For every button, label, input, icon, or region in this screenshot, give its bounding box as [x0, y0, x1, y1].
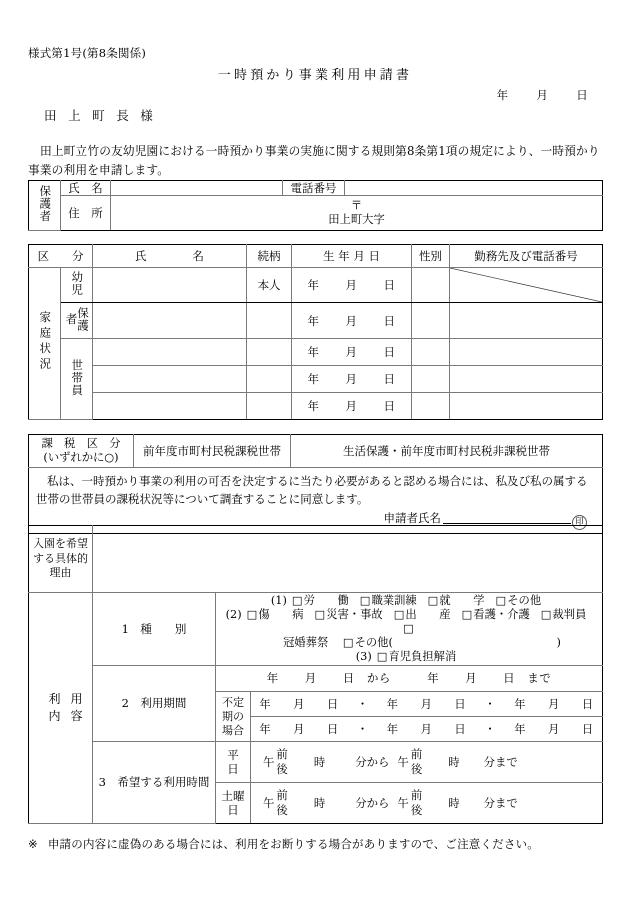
guardian-address-input[interactable] [111, 196, 603, 231]
consent-cell [29, 468, 603, 534]
usage-item1-options [216, 593, 603, 666]
tax-option-exempt[interactable]: 生活保護・前年度市町村民税非課税世帯 [291, 435, 603, 468]
family-table [28, 244, 603, 420]
saturday-end-gogo: 午 [397, 795, 409, 810]
saturday-end-hour-label: 時 [448, 795, 460, 810]
saturday-start-hour-label: 時 [313, 795, 326, 810]
birth-month-label: 月 [345, 277, 358, 292]
saturday-end-ampm-toggle[interactable]: 前 後 [410, 788, 423, 817]
column-header-relation: 続柄 [247, 245, 292, 268]
applicant-name-label: 申請者氏名 [383, 511, 441, 525]
column-header-workplace: 勤務先及び電話番号 [450, 245, 603, 268]
saturday-start-gogo: 午 [263, 795, 275, 810]
period-from-label: から [366, 671, 391, 686]
checkbox-option-school[interactable]: □就 学 [427, 593, 485, 607]
birth-year-label: 年 [307, 277, 320, 292]
weekday-end-hour-label: 時 [448, 754, 460, 769]
kind-group-2 [216, 608, 602, 650]
date-day-label: 日 [576, 88, 588, 102]
weekday-end-gogo: 午 [397, 754, 409, 769]
guardian-section-label-cell [29, 181, 61, 231]
row-gender-member-2[interactable] [412, 366, 450, 393]
checkbox-option-ceremonial[interactable]: □ [403, 621, 414, 635]
intro-paragraph: 田上町立竹の友幼児園における一時預かり事業の実施に関する規則第8条第1項の規定により、一時預かり事業の利用を申請します。 [28, 144, 600, 177]
weekday-end-minute-label: 分まで [483, 754, 518, 769]
row-name-member-1[interactable] [93, 339, 247, 366]
applicant-name-input[interactable] [443, 510, 571, 524]
usage-time-weekday-row [29, 742, 603, 783]
column-header-division: 区 分 [29, 245, 93, 268]
row-birthdate-child[interactable] [292, 268, 412, 303]
row-division-member [61, 339, 93, 420]
row-workplace-child-struck [450, 268, 603, 303]
page-title: 一時預かり事業利用申請書 [217, 68, 413, 83]
row-name-child[interactable] [93, 268, 247, 303]
row-birthdate-member-3[interactable]: 年 月 日 [292, 393, 412, 420]
guardian-phone-input[interactable] [345, 181, 603, 196]
weekday-start-ampm-toggle[interactable]: 前 後 [276, 747, 288, 776]
date-year-label: 年 [496, 88, 509, 102]
column-header-birthdate: 生 年 月 日 [292, 245, 412, 268]
usage-section-label-cell [29, 593, 93, 824]
weekday-start-gogo: 午 [263, 754, 275, 769]
usage-time-saturday-label: 土曜日 [216, 783, 251, 824]
row-gender-member-1[interactable] [412, 339, 450, 366]
family-section-label: 家庭状況 [38, 311, 53, 373]
checkbox-option-other-2[interactable]: □その他( [342, 636, 393, 650]
row-relation-child: 本人 [247, 268, 292, 303]
saturday-start-minute-label: 分から [355, 795, 390, 810]
usage-item2-label: 2 利用期間 [93, 666, 216, 742]
table-row [29, 303, 603, 339]
guardian-address-label: 住 所 [61, 196, 111, 231]
reason-input[interactable] [93, 526, 603, 593]
tax-division-label [29, 435, 134, 468]
guardian-name-row [29, 181, 603, 196]
guardian-phone-label: 電話番号 [283, 181, 345, 196]
seal-icon: 印 [572, 515, 587, 530]
kind-group-2-number: (2) [225, 607, 242, 621]
saturday-end-minute-label: 分まで [483, 795, 518, 810]
family-header-row [29, 245, 603, 268]
footnote [28, 836, 539, 852]
row-gender-member-3[interactable] [412, 393, 450, 420]
row-name-member-2[interactable] [93, 366, 247, 393]
row-workplace-member-2[interactable] [450, 366, 603, 393]
usage-period-fixed-row [29, 666, 603, 692]
consent-text: 私は、一時預かり事業の利用の可否を決定するに当たり必要があると認める場合には、私及び私の属する世帯の世帯員の課税状況等について調査することに同意します。 [36, 474, 588, 506]
table-row [29, 339, 603, 366]
checkbox-option-illness[interactable]: □傷 病 [246, 607, 304, 621]
row-relation-member-2[interactable] [247, 366, 292, 393]
row-birthdate-member-2[interactable]: 年 月 日 [292, 366, 412, 393]
postal-code-mark: 〒 [350, 199, 363, 213]
checkbox-option-other-1[interactable]: □その他 [495, 593, 542, 607]
kind-group-3 [216, 650, 602, 664]
row-birthdate-member-1[interactable]: 年 月 日 [292, 339, 412, 366]
row-name-member-3[interactable] [93, 393, 247, 420]
table-row [29, 268, 603, 303]
weekday-start-hour-label: 時 [313, 754, 326, 769]
family-section-label-cell [29, 268, 61, 420]
tax-consent-table [28, 434, 603, 534]
row-division-member-label: 世帯員 [70, 358, 85, 397]
checkbox-option-childcare-relief[interactable]: □育児負担解消 [376, 650, 457, 664]
row-workplace-guardian[interactable] [450, 303, 603, 339]
kind-group-1 [216, 594, 602, 608]
kind-group-1-number: (1) [270, 593, 287, 607]
guardian-name-label: 氏 名 [61, 181, 111, 196]
checkbox-option-ceremonial-label: 冠婚葬祭 [283, 636, 329, 650]
table-row [29, 366, 603, 393]
row-name-guardian[interactable] [93, 303, 247, 339]
row-gender-guardian[interactable] [412, 303, 450, 339]
row-division-guardian [61, 303, 93, 339]
usage-item3-label: 3 希望する利用時間 [93, 742, 216, 824]
tax-division-label-line2: (いずれかに○) [43, 451, 119, 464]
row-division-guardian-label: 保護者 [64, 306, 90, 332]
saturday-start-ampm-toggle[interactable]: 前 後 [276, 788, 288, 817]
row-gender-child[interactable] [412, 268, 450, 303]
checkbox-option-vocational-training[interactable]: □職業訓練 [359, 593, 417, 607]
consent-row [29, 468, 603, 534]
guardian-address-row [29, 196, 603, 231]
address-prefix: 田上町大字 [328, 213, 385, 227]
row-birthdate-guardian[interactable]: 年 月 日 [292, 303, 412, 339]
usage-kind-row [29, 593, 603, 666]
date-line [497, 87, 588, 103]
birth-day-label: 日 [383, 277, 396, 292]
row-workplace-member-1[interactable] [450, 339, 603, 366]
checkbox-option-disaster-accident[interactable]: □災害・事故 [314, 607, 383, 621]
table-row [29, 393, 603, 420]
diagonal-strike-icon [450, 268, 602, 302]
other-reason-close: ) [556, 636, 561, 650]
checkbox-option-labor[interactable]: □労 働 [291, 593, 349, 607]
guardian-table [28, 180, 603, 231]
guardian-name-input[interactable] [111, 181, 283, 196]
tax-option-taxed[interactable]: 前年度市町村民税課税世帯 [134, 435, 291, 468]
footnote-mark: ※ [28, 837, 38, 851]
usage-time-weekday-input[interactable] [251, 742, 603, 783]
usage-time-weekday-label: 平 日 [216, 742, 251, 783]
usage-item1-label: 1 種 別 [93, 593, 216, 666]
usage-time-saturday-input[interactable] [251, 783, 603, 824]
row-relation-member-3[interactable] [247, 393, 292, 420]
footnote-text: 申請の内容に虚偽のある場合には、利用をお断りする場合がありますので、ご注意ください。 [47, 837, 540, 851]
usage-irregular-label: 不定期の場合 [216, 692, 251, 742]
reason-label-cell [29, 526, 93, 593]
weekday-end-ampm-toggle[interactable]: 前 後 [410, 747, 423, 776]
form-number: 様式第1号(第8条関係) [28, 46, 147, 60]
row-relation-guardian[interactable] [247, 303, 292, 339]
tax-division-row [29, 435, 603, 468]
checkbox-option-childbirth[interactable]: □出 産 [393, 607, 451, 621]
reason-row [29, 526, 603, 593]
row-workplace-member-3[interactable] [450, 393, 603, 420]
usage-section-label: 利用 内容 [48, 692, 83, 723]
usage-irregular-input-2[interactable]: 年 月 日 ・ 年 月 日 ・ 年 月 日 [251, 717, 603, 742]
weekday-start-minute-label: 分から [355, 754, 390, 769]
row-division-child [61, 268, 93, 303]
row-relation-member-1[interactable] [247, 339, 292, 366]
tax-division-label-line1: 課 税 区 分 [41, 437, 121, 450]
reason-label: 入園を希望する具体的理由 [33, 537, 88, 580]
addressee: 田 上 町 長 様 [44, 108, 157, 123]
guardian-section-label: 保護者 [38, 185, 53, 223]
date-month-label: 月 [536, 88, 549, 102]
usage-table [28, 525, 603, 824]
checkbox-option-juror[interactable]: □裁判員 [540, 607, 587, 621]
usage-irregular-input-1[interactable]: 年 月 日 ・ 年 月 日 ・ 年 月 日 [251, 692, 603, 717]
usage-period-fixed-input[interactable]: 年 月 日 から 年 月 日 まで [216, 666, 603, 692]
checkbox-option-nursing-care[interactable]: □看護・介護 [461, 607, 530, 621]
column-header-name: 氏 名 [93, 245, 247, 268]
kind-group-3-number: (3) [355, 650, 372, 664]
row-division-child-label: 幼児 [70, 270, 85, 296]
period-to-label: まで [527, 671, 552, 686]
column-header-gender: 性別 [412, 245, 450, 268]
